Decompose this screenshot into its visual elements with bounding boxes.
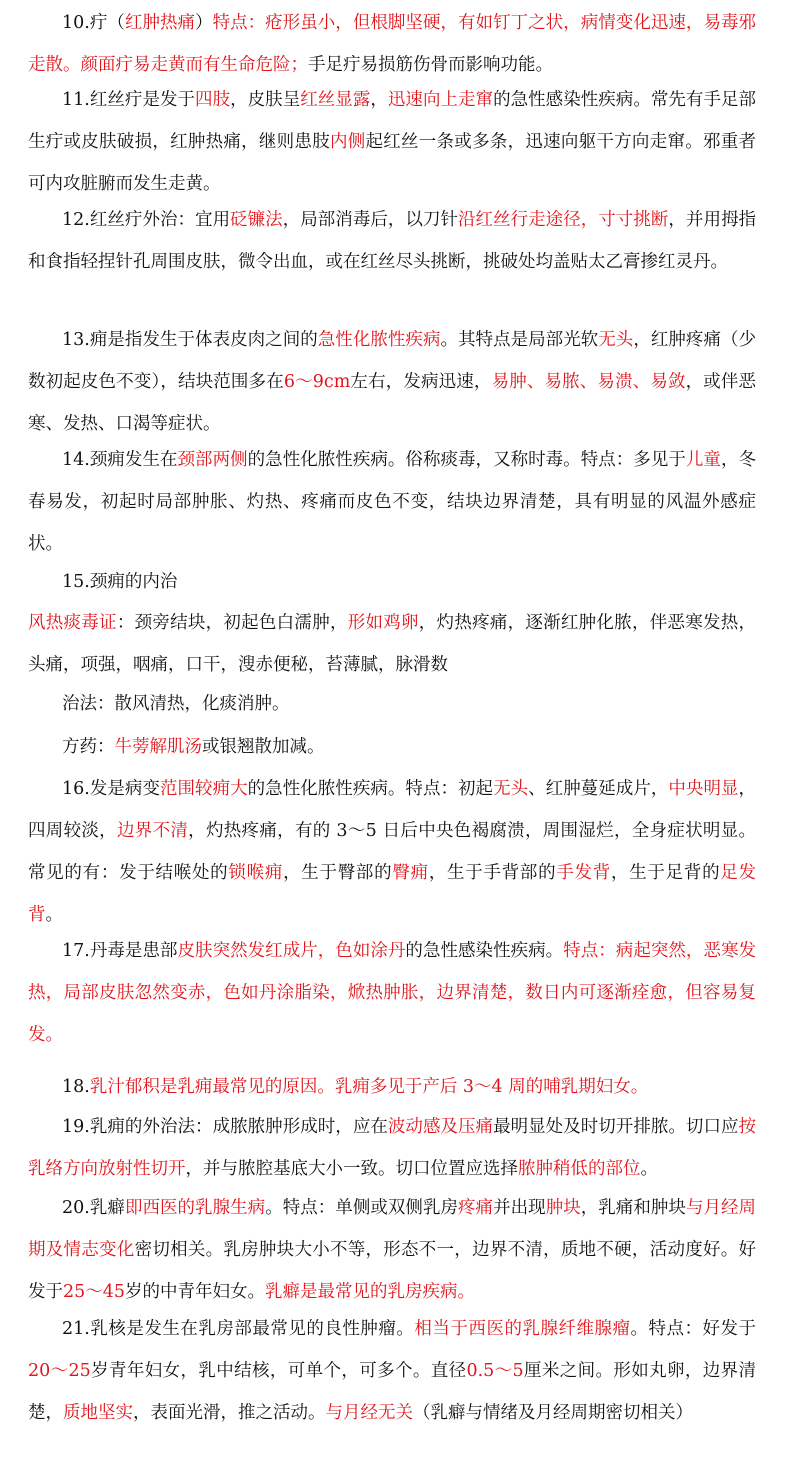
body-text: ，灼热疼痛，逐渐红肿化脓，伴恶寒发热，头痛，项强，咽痛，口干，溲赤便秘，苔薄腻，脉滑数 bbox=[28, 613, 757, 675]
highlighted-text: 乳癖是最常见的乳房疾病。 bbox=[265, 1282, 476, 1302]
body-text: 的急性化脓性疾病。俗称痰毒，又称时毒。特点：多见于 bbox=[247, 450, 686, 470]
body-text: ，生于手背部的 bbox=[428, 863, 557, 883]
body-text: ，局部消毒后，以刀针 bbox=[282, 210, 459, 230]
body-text: 手足疔易损筋伤骨而影响功能。 bbox=[308, 55, 553, 75]
highlighted-text: 儿童 bbox=[685, 450, 721, 470]
body-text: ，生于臀部的 bbox=[283, 863, 393, 883]
highlighted-text: 疼痛 bbox=[458, 1198, 494, 1218]
paragraph-p12 bbox=[28, 199, 756, 283]
body-text: 13.痈是指发生于体表皮肉之间的 bbox=[62, 330, 318, 350]
body-text: 岁的中青年妇女。 bbox=[125, 1282, 266, 1302]
highlighted-text: 迅速向上走窜 bbox=[387, 90, 494, 110]
highlighted-text: 砭镰法 bbox=[230, 210, 283, 230]
body-text: 岁青年妇女，乳中结核，可单个，可多个。直径 bbox=[90, 1361, 467, 1381]
body-text: 。 bbox=[45, 905, 63, 925]
highlighted-text: 中央明显 bbox=[668, 779, 739, 799]
body-text: 起红丝一条或多条，迅速向躯干方向走窜。邪重者可内攻脏腑而发生走黄。 bbox=[28, 132, 757, 194]
body-text: ，并与脓腔基底大小一致。切口位置应选择 bbox=[185, 1159, 518, 1179]
highlighted-text: 皮肤突然发红成片，色如涂丹 bbox=[177, 941, 406, 961]
paragraph-p14 bbox=[28, 439, 756, 565]
body-text: （乳癖与情绪及月经周期密切相关） bbox=[413, 1403, 693, 1423]
body-text: ，生于足背的 bbox=[611, 863, 721, 883]
body-text: 18. bbox=[62, 1077, 90, 1097]
highlighted-text: 乳汁郁积是乳痈最常见的原因。乳痈多见于产后 3～4 周的哺乳期妇女。 bbox=[89, 1077, 649, 1097]
body-text: 12.红丝疔外治：宜用 bbox=[62, 210, 231, 230]
body-text: 10.疔（ bbox=[62, 13, 125, 33]
body-text: 最明显处及时切开排脓。切口应 bbox=[493, 1117, 739, 1137]
highlighted-text: 与月经无关 bbox=[325, 1403, 413, 1423]
highlighted-text: 风热痰毒证 bbox=[28, 613, 117, 633]
highlighted-text: 无头 bbox=[493, 779, 529, 799]
body-text: ，或伴恶寒、发热、口渴等症状。 bbox=[28, 372, 757, 434]
body-text: 。特点：好发于 bbox=[630, 1319, 757, 1339]
body-text: 。特点：单侧或双侧乳房 bbox=[265, 1198, 459, 1218]
paragraph-p20 bbox=[28, 1187, 756, 1313]
highlighted-text: 0.5～5 bbox=[466, 1361, 524, 1381]
paragraph-p15c bbox=[62, 726, 756, 768]
body-text: 、红肿蔓延成片， bbox=[528, 779, 669, 799]
body-text: ，乳痛和肿块 bbox=[580, 1198, 686, 1218]
body-text: 20.乳癖 bbox=[62, 1198, 125, 1218]
paragraph-p18 bbox=[28, 1066, 756, 1108]
body-text: ：颈旁结块，初起色白濡肿， bbox=[116, 613, 348, 633]
highlighted-text: 按乳络方向放射性切开 bbox=[28, 1117, 757, 1179]
body-text: 15.颈痈的内治 bbox=[62, 572, 178, 592]
body-text: ，冬春易发，初起时局部肿胀、灼热、疼痛而皮色不变，结块边界清楚，具有明显的风温外感症状。 bbox=[28, 450, 756, 554]
highlighted-text: 手发背 bbox=[556, 863, 611, 883]
highlighted-text: 20～25 bbox=[28, 1361, 91, 1381]
paragraph-p15a bbox=[28, 602, 756, 686]
body-text: ，灼热疼痛，有的 3～5 日后中央色褐腐溃，周围湿烂，全身症状明显。常见的有：发于结喉处的 bbox=[28, 821, 757, 883]
highlighted-text: 沿红丝行走途径，寸寸挑断 bbox=[458, 210, 669, 230]
paragraph-p15b bbox=[62, 683, 756, 725]
body-text: 11.红丝疔是发于 bbox=[62, 90, 196, 110]
highlighted-text: 肿块 bbox=[545, 1198, 581, 1218]
body-text: 密切相关。乳房肿块大小不等，形态不一，边界不清，质地不硬，活动度好。好发于 bbox=[28, 1240, 757, 1302]
highlighted-text: 25～45 bbox=[63, 1282, 126, 1302]
highlighted-text: 波动感及压痛 bbox=[387, 1117, 494, 1137]
body-text: ，四周较淡， bbox=[28, 779, 757, 841]
highlighted-text: 红丝显露 bbox=[300, 90, 371, 110]
paragraph-p13 bbox=[28, 319, 756, 445]
highlighted-text: 特点：病起突然，恶寒发热，局部皮肤忽然变赤，色如丹涂脂染，焮热肿胀，边界清楚，数日内可逐渐痊愈，但容易复发。 bbox=[28, 941, 757, 1045]
paragraph-p10 bbox=[28, 2, 756, 86]
highlighted-text: 即西医的乳腺生病 bbox=[124, 1198, 266, 1218]
highlighted-text: 脓肿稍低的部位 bbox=[518, 1159, 641, 1179]
highlighted-text: 臀痈 bbox=[392, 863, 429, 883]
body-text: 或银翘散加减。 bbox=[202, 737, 325, 757]
body-text: ，并用拇指和食指轻捏针孔周围皮肤，微令出血，或在红丝尽头挑断，挑破处均盖贴太乙膏掺红灵丹。 bbox=[28, 210, 757, 272]
highlighted-text: 范围较痈大 bbox=[159, 779, 248, 799]
highlighted-text: 足发背 bbox=[28, 863, 757, 925]
highlighted-text: 牛蒡解肌汤 bbox=[114, 737, 202, 757]
highlighted-text: 急性化脓性疾病 bbox=[317, 330, 441, 350]
body-text: ） bbox=[195, 13, 213, 33]
highlighted-text: 与月经周期及情志变化 bbox=[28, 1198, 757, 1260]
body-text: 21.乳核是发生在乳房部最常见的良性肿瘤。 bbox=[62, 1319, 415, 1339]
body-text: 14.颈痈发生在 bbox=[62, 450, 178, 470]
body-text: ，红肿疼痛（少数初起皮色不变），结块范围多在 bbox=[28, 330, 757, 392]
paragraph-p19 bbox=[28, 1106, 756, 1190]
highlighted-text: 易肿、易脓、易溃、易敛 bbox=[491, 372, 686, 392]
highlighted-text: 四肢 bbox=[195, 90, 231, 110]
highlighted-text: 形如鸡卵 bbox=[347, 613, 419, 633]
body-text: 17.丹毒是患部 bbox=[62, 941, 178, 961]
body-text: 的急性感染性疾病。 bbox=[405, 941, 564, 961]
highlighted-text: 特点：疮形虽小，但根脚坚硬，有如钉丁之状，病情变化迅速，易毒邪走散。颜面疔易走黄而有生命危险； bbox=[28, 13, 757, 75]
paragraph-p16 bbox=[28, 768, 756, 936]
body-text: 19.乳痈的外治法：成脓脓肿形成时，应在 bbox=[62, 1117, 388, 1137]
paragraph-p17 bbox=[28, 930, 756, 1056]
highlighted-text: 内侧 bbox=[329, 132, 366, 152]
body-text: ，表面光滑，推之活动。 bbox=[133, 1403, 326, 1423]
paragraph-p21 bbox=[28, 1308, 756, 1434]
body-text: ， bbox=[370, 90, 388, 110]
body-text: 的急性化脓性疾病。特点：初起 bbox=[247, 779, 494, 799]
highlighted-text: 无头 bbox=[598, 330, 634, 350]
body-text: 并出现 bbox=[493, 1198, 546, 1218]
paragraph-p15 bbox=[28, 561, 756, 603]
highlighted-text: 边界不清 bbox=[116, 821, 189, 841]
highlighted-text: 颈部两侧 bbox=[177, 450, 248, 470]
body-text: 治法：散风清热，化痰消肿。 bbox=[62, 694, 290, 714]
highlighted-text: 质地坚实 bbox=[63, 1403, 133, 1423]
body-text: 方药： bbox=[62, 737, 115, 757]
paragraph-p11 bbox=[28, 79, 756, 205]
body-text: 16.发是病变 bbox=[62, 779, 160, 799]
body-text: 厘米之间。形如丸卵，边界清楚， bbox=[28, 1361, 756, 1423]
body-text: ，皮肤呈 bbox=[230, 90, 301, 110]
highlighted-text: 相当于西医的乳腺纤维腺瘤 bbox=[414, 1319, 631, 1339]
body-text: 。 bbox=[640, 1159, 658, 1179]
highlighted-text: 红肿热痛 bbox=[124, 13, 196, 33]
body-text: 的急性感染性疾病。常先有手足部生疔或皮肤破损，红肿热痛，继则患肢 bbox=[28, 90, 757, 152]
highlighted-text: 6～9cm bbox=[283, 372, 351, 392]
body-text: 左右，发病迅速， bbox=[350, 372, 492, 392]
highlighted-text: 锁喉痈 bbox=[228, 863, 284, 883]
body-text: 。其特点是局部光软 bbox=[440, 330, 599, 350]
